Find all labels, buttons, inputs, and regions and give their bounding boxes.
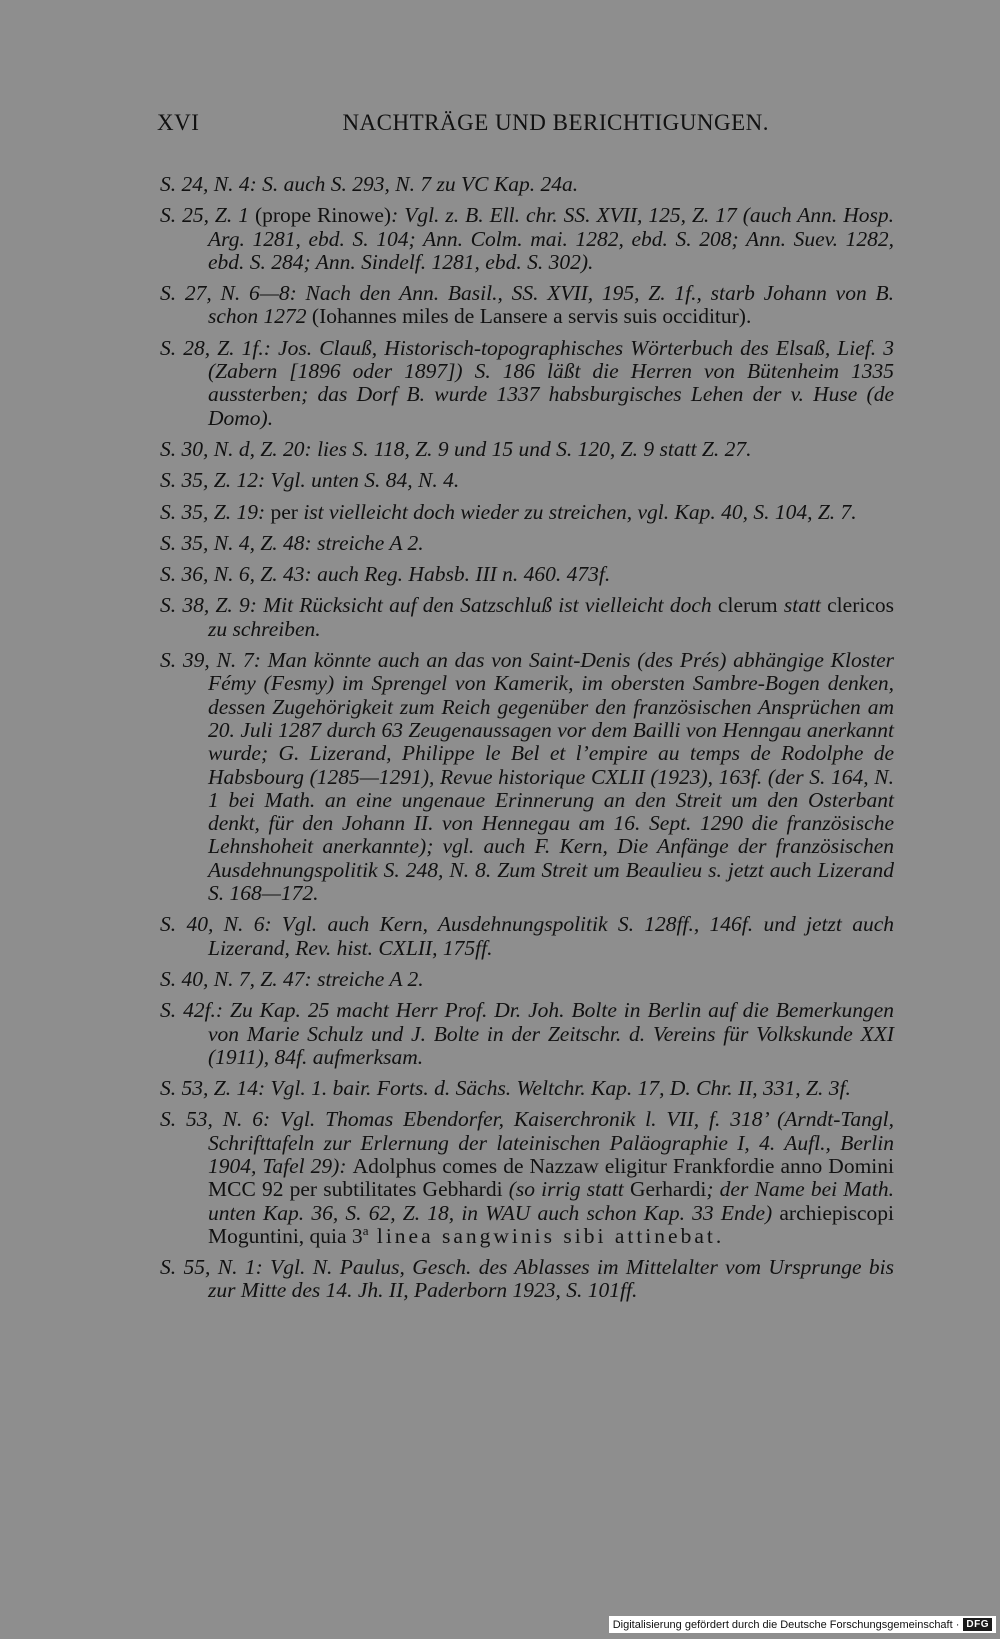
correction-entry bbox=[160, 204, 894, 274]
page-header bbox=[157, 110, 769, 136]
entry-text-segment: a bbox=[362, 1222, 369, 1238]
correction-entry bbox=[160, 282, 894, 329]
entry-text-segment: S. 35, Z. 19: bbox=[160, 499, 271, 524]
correction-entry bbox=[160, 532, 894, 555]
corrections-list bbox=[160, 173, 894, 1311]
entry-text-segment: S. 27, N. 6—8: Nach den Ann. Basil., SS. XVII, 195, Z. 1f., starb Johann von B. schon 1272 bbox=[160, 281, 894, 329]
correction-entry bbox=[160, 1077, 894, 1100]
entry-text-segment: : Vgl. z. B. Ell. chr. SS. XVII, 125, Z. 17 (auch Ann. Hosp. Arg. 1281, ebd. S. 104; Ann. Colm. mai. 1282, ebd. S. 208; Ann. Suev. 1282, ebd. S. 284; Ann. Sindelf. 1281, ebd. S. 302). bbox=[208, 203, 894, 274]
entry-text-segment: per bbox=[270, 499, 304, 524]
entry-text-segment: (so irrig statt bbox=[508, 1177, 630, 1202]
entry-text-segment: S. 35, N. 4, Z. 48: streiche A 2. bbox=[160, 530, 424, 555]
entry-text-segment: statt bbox=[777, 593, 828, 618]
correction-entry bbox=[160, 999, 894, 1069]
correction-entry bbox=[160, 337, 894, 430]
correction-entry bbox=[160, 469, 894, 492]
page-title: NACHTRÄGE UND BERICHTIGUNGEN. bbox=[342, 110, 769, 135]
entry-text-segment: S. 53, Z. 14: Vgl. 1. bair. Forts. d. Sächs. Weltchr. Kap. 17, D. Chr. II, 331, Z. 3f. bbox=[160, 1076, 851, 1101]
entry-text-segment: clericos bbox=[827, 593, 894, 618]
entry-text-segment: ist vielleicht doch wieder zu streichen, vgl. Kap. 40, S. 104, Z. 7. bbox=[303, 499, 857, 524]
entry-text-segment: clerum bbox=[717, 593, 778, 618]
entry-text-segment: S. 35, Z. 12: Vgl. unten S. 84, N. 4. bbox=[160, 468, 460, 493]
entry-text-segment: S. 55, N. 1: Vgl. N. Paulus, Gesch. des Ablasses im Mittelalter vom Ursprunge bis zur Mitte des 14. Jh. II, Paderborn 1923, S. 101ff. bbox=[160, 1255, 894, 1303]
correction-entry bbox=[160, 968, 894, 991]
dfg-logo: DFG bbox=[963, 1618, 992, 1631]
credit-text: Digitalisierung gefördert durch die Deutsche Forschungsgemeinschaft · bbox=[612, 1618, 960, 1631]
entry-text-segment: zu schreiben. bbox=[208, 616, 321, 641]
entry-text-segment: (Iohannes miles de Lansere a servis suis occiditur). bbox=[311, 304, 752, 329]
entry-text-segment: S. 36, N. 6, Z. 43: auch Reg. Habsb. III n. 460. 473f. bbox=[160, 562, 611, 587]
entry-text-segment: S. 25, Z. 1 bbox=[160, 203, 255, 228]
entry-text-segment: (prope Rinowe) bbox=[254, 203, 392, 228]
entry-text-segment: linea sangwinis sibi attinebat. bbox=[368, 1223, 725, 1248]
correction-entry bbox=[160, 649, 894, 905]
correction-entry bbox=[160, 501, 894, 524]
page-number: XVI bbox=[157, 110, 200, 135]
entry-text-segment: S. 38, Z. 9: Mit Rücksicht auf den Satzschluß ist vielleicht doch bbox=[160, 593, 718, 618]
entry-text-segment: S. 28, Z. 1f.: Jos. Clauß, Historisch-topographisches Wörterbuch des Elsaß, Lief. 3 (Zabern [1896 oder 1897]) S. 186 läßt die Herren von Bütenheim 1335 aussterben; das Dorf B. wurde 1337 habsburgisches Lehen der v. Huse (de Domo). bbox=[160, 335, 894, 430]
entry-text-segment: archiepiscopi Moguntini, quia 3 bbox=[208, 1200, 894, 1248]
correction-entry bbox=[160, 1256, 894, 1303]
entry-text-segment: Gerhardi bbox=[629, 1177, 707, 1202]
correction-entry bbox=[160, 563, 894, 586]
digitization-credit bbox=[609, 1616, 996, 1633]
correction-entry bbox=[160, 173, 894, 196]
entry-text-segment: S. 53, N. 6: Vgl. Thomas Ebendorfer, Kaiserchronik l. VII, f. 318’ (Arndt-Tangl, Schrifttafeln zur Erlernung der lateinischen Paläographie I, 4. Aufl., Berlin 1904, Tafel 29): bbox=[160, 1107, 894, 1178]
correction-entry bbox=[160, 594, 894, 641]
entry-text-segment: S. 40, N. 7, Z. 47: streiche A 2. bbox=[160, 966, 424, 991]
entry-text-segment: Adolphus comes de Nazzaw eligitur Frankfordie anno Domini MCC 92 per subtilitates Gebhardi bbox=[208, 1153, 895, 1202]
entry-text-segment: S. 42f.: Zu Kap. 25 macht Herr Prof. Dr. Joh. Bolte in Berlin auf die Bemerkungen von Marie Schulz und J. Bolte in der Zeitschr. d. Vereins für Volkskunde XXI (1911), 84f. aufmerksam. bbox=[160, 998, 894, 1069]
correction-entry bbox=[160, 1108, 894, 1248]
correction-entry bbox=[160, 913, 894, 960]
entry-text-segment: S. 39, N. 7: Man könnte auch an das von Saint-Denis (des Prés) abhängige Kloster Fémy (Fesmy) im Sprengel von Kamerik, im obersten Sambre-Bogen denken, dessen Zugehörigkeit zum Reich gegenüber den französischen Ansprüchen am 20. Juli 1287 durch 63 Zeugenaussagen vor dem Bailli von Henngau anerkannt wurde; G. Lizerand, Philippe le Bel et l’empire au temps de Rodolphe de Habsbourg (1285—1291), Revue historique CXLII (1923), 163f. (der S. 164, N. 1 bei Math. an eine ungenaue Erinnerung an den Streit um den Osterbant denkt, für den Johann II. von Hennegau am 16. Sept. 1290 die französische Lehnshoheit anerkannte); vgl. auch F. Kern, Die Anfänge der französischen Ausdehnungspolitik S. 248, N. 8. Zum Streit um Beaulieu s. jetzt auch Lizerand S. 168—172. bbox=[160, 648, 894, 906]
entry-text-segment: S. 30, N. d, Z. 20: lies S. 118, Z. 9 und 15 und S. 120, Z. 9 statt Z. 27. bbox=[160, 436, 752, 461]
correction-entry bbox=[160, 438, 894, 461]
entry-text-segment: S. 24, N. 4: S. auch S. 293, N. 7 zu VC Kap. 24a. bbox=[160, 172, 579, 196]
entry-text-segment: ; der Name bei Math. unten Kap. 36, S. 62, Z. 18, in WAU auch schon Kap. 33 Ende) bbox=[208, 1177, 895, 1225]
entry-text-segment: S. 40, N. 6: Vgl. auch Kern, Ausdehnungspolitik S. 128ff., 146f. und jetzt auch Lizerand, Rev. hist. CXLII, 175ff. bbox=[160, 912, 894, 960]
